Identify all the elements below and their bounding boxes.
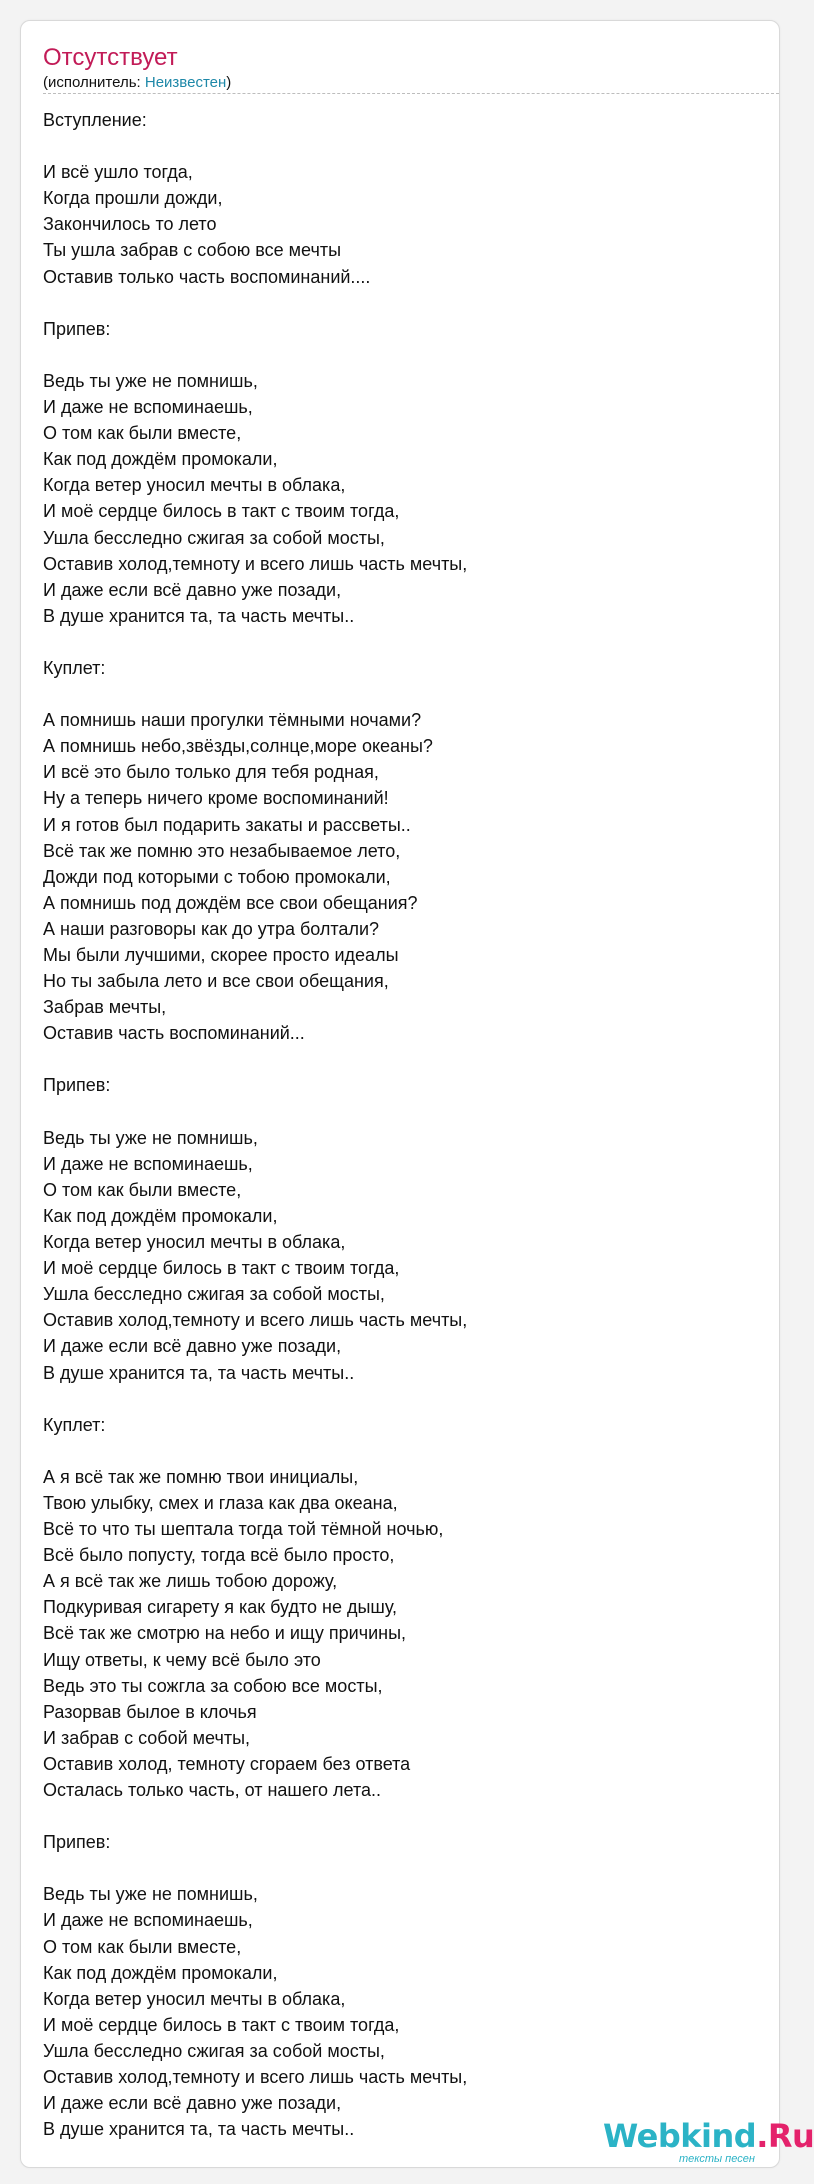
logo-tagline: тексты песен xyxy=(679,2153,755,2165)
lyrics-card xyxy=(20,20,814,2168)
lyrics-blank-line xyxy=(43,342,763,368)
lyrics-line: Ты ушла забрав с собою все мечты xyxy=(43,240,342,261)
lyrics-line: Когда ветер уносил мечты в облака, xyxy=(43,1232,346,1253)
lyrics-line: Как под дождём промокали, xyxy=(43,449,278,470)
lyrics-line: И моё сердце билось в такт с твоим тогда, xyxy=(43,1258,400,1279)
lyrics-line: Разорвав былое в клочья xyxy=(43,1701,257,1722)
lyrics-blank-line xyxy=(43,133,763,159)
lyrics-line: Но ты забыла лето и все свои обещания, xyxy=(43,971,389,992)
lyrics-line: И даже если всё давно уже позади, xyxy=(43,1336,342,1357)
lyrics-line: И даже не вспоминаешь, xyxy=(43,397,253,418)
lyrics-line: Оставив холод, темноту сгораем без ответа xyxy=(43,1753,411,1774)
lyrics-line: И даже не вспоминаешь, xyxy=(43,1153,253,1174)
lyrics-line: Всё было попусту, тогда всё было просто, xyxy=(43,1545,395,1566)
lyrics-line: Всё так же смотрю на небо и ищу причины, xyxy=(43,1623,407,1644)
lyrics-text xyxy=(43,107,763,2142)
lyrics-blank-line xyxy=(43,629,763,655)
lyrics-line: Как под дождём промокали, xyxy=(43,1962,278,1983)
webkind-logo[interactable] xyxy=(603,2117,814,2167)
lyrics-line: Ищу ответы, к чему всё было это xyxy=(43,1649,321,1670)
lyrics-line: Ну а теперь ничего кроме воспоминаний! xyxy=(43,788,389,809)
title-divider xyxy=(43,93,779,94)
lyrics-line: Вступление: xyxy=(43,110,147,130)
lyrics-line: И забрав с собой мечты, xyxy=(43,1727,251,1748)
lyrics-line: Куплет: xyxy=(43,1414,106,1435)
lyrics-line: О том как были вместе, xyxy=(43,423,242,444)
lyrics-line: Забрав мечты, xyxy=(43,997,167,1018)
lyrics-line: А я всё так же лишь тобою дорожу, xyxy=(43,1571,338,1592)
lyrics-line: Припев: xyxy=(43,318,111,339)
lyrics-line: Когда ветер уносил мечты в облака, xyxy=(43,475,346,496)
lyrics-line: И я готов был подарить закаты и рассветы.. xyxy=(43,814,411,835)
lyrics-line: И моё сердце билось в такт с твоим тогда, xyxy=(43,501,400,522)
lyrics-line: И даже если всё давно уже позади, xyxy=(43,2093,342,2114)
lyrics-line: И всё ушло тогда, xyxy=(43,162,193,183)
lyrics-line: Припев: xyxy=(43,1832,111,1853)
lyrics-line: В душе хранится та, та часть мечты.. xyxy=(43,2119,355,2140)
artist-link[interactable]: Неизвестен xyxy=(144,74,227,91)
lyrics-line: Мы были лучшими, скорее просто идеалы xyxy=(43,945,399,965)
lyrics-line: Куплет: xyxy=(43,657,106,678)
lyrics-line: Оставив часть воспоминаний... xyxy=(43,1023,305,1044)
lyrics-line: Ведь это ты сожгла за собою все мосты, xyxy=(43,1675,383,1696)
song-title: Отсутствует xyxy=(43,44,178,71)
lyrics-line: О том как были вместе, xyxy=(43,1179,242,1200)
lyrics-line: Подкуривая сигарету я как будто не дышу, xyxy=(43,1597,398,1618)
lyrics-line: Ведь ты уже не помнишь, xyxy=(43,1127,258,1148)
lyrics-line: А я всё так же помню твои инициалы, xyxy=(43,1466,359,1487)
lyrics-line: Закончилось то лето xyxy=(43,214,217,235)
lyrics-line: Ушла бесследно сжигая за собой мосты, xyxy=(43,527,385,548)
lyrics-line: Ушла бесследно сжигая за собой мосты, xyxy=(43,1284,385,1305)
lyrics-line: А помнишь наши прогулки тёмными ночами? xyxy=(43,710,422,731)
lyrics-blank-line xyxy=(43,1855,763,1881)
logo-tld: .Ru xyxy=(756,2117,814,2155)
lyrics-line: Когда ветер уносил мечты в облака, xyxy=(43,1988,346,2009)
lyrics-line: А помнишь небо,звёзды,солнце,море океаны? xyxy=(43,736,433,757)
lyrics-blank-line xyxy=(43,1438,763,1464)
artist-line xyxy=(43,73,231,93)
logo-name: Webkind xyxy=(603,2117,757,2155)
lyrics-line: Оставив холод,темноту и всего лишь часть мечты, xyxy=(43,553,468,574)
lyrics-line: Припев: xyxy=(43,1075,111,1096)
artist-suffix: ) xyxy=(226,74,232,91)
lyrics-line: Когда прошли дожди, xyxy=(43,188,223,209)
lyrics-line: Всё так же помню это незабываемое лето, xyxy=(43,840,401,861)
lyrics-blank-line xyxy=(43,681,763,707)
lyrics-line: В душе хранится та, та часть мечты.. xyxy=(43,605,355,626)
lyrics-line: И моё сердце билось в такт с твоим тогда, xyxy=(43,2014,400,2035)
logo-wordmark xyxy=(603,2117,814,2155)
lyrics-blank-line xyxy=(43,290,763,316)
lyrics-blank-line xyxy=(43,1099,763,1125)
lyrics-line: Всё то что ты шептала тогда той тёмной ночью, xyxy=(43,1519,444,1540)
lyrics-blank-line xyxy=(43,1803,763,1829)
artist-prefix: (исполнитель: xyxy=(43,74,145,91)
lyrics-line: Дожди под которыми с тобою промокали, xyxy=(43,866,391,887)
lyrics-blank-line xyxy=(43,1386,763,1412)
lyrics-line: О том как были вместе, xyxy=(43,1936,242,1957)
lyrics-line: Как под дождём промокали, xyxy=(43,1205,278,1226)
lyrics-blank-line xyxy=(43,1046,763,1072)
lyrics-line: И даже не вспоминаешь, xyxy=(43,1910,253,1931)
lyrics-line: Ушла бесследно сжигая за собой мосты, xyxy=(43,2040,385,2061)
lyrics-line: Оставив только часть воспоминаний.... xyxy=(43,266,371,287)
lyrics-line: И даже если всё давно уже позади, xyxy=(43,579,342,600)
lyrics-line: Ведь ты уже не помнишь, xyxy=(43,370,258,391)
lyrics-line: Оставив холод,темноту и всего лишь часть мечты, xyxy=(43,2067,468,2088)
lyrics-line: А наши разговоры как до утра болтали? xyxy=(43,918,380,939)
lyrics-line: А помнишь под дождём все свои обещания? xyxy=(43,892,418,913)
lyrics-line: Твою улыбку, смех и глаза как два океана, xyxy=(43,1492,398,1513)
lyrics-line: Осталась только часть, от нашего лета.. xyxy=(43,1780,382,1800)
lyrics-line: И всё это было только для тебя родная, xyxy=(43,762,379,783)
lyrics-line: Оставив холод,темноту и всего лишь часть мечты, xyxy=(43,1310,468,1331)
lyrics-line: Ведь ты уже не помнишь, xyxy=(43,1884,258,1905)
lyrics-line: В душе хранится та, та часть мечты.. xyxy=(43,1362,355,1383)
